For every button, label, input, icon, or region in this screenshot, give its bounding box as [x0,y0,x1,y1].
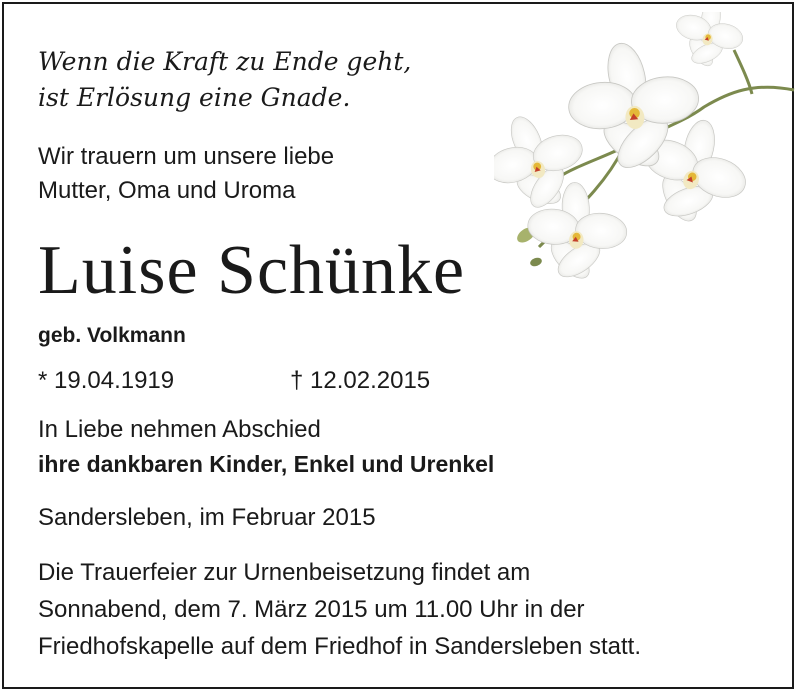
life-dates [38,369,430,393]
funeral-line-3: Friedhofskapelle auf dem Friedhof in Sandersleben statt. [38,633,642,660]
death-date: † 12.02.2015 [290,367,431,394]
place-date: Sandersleben, im Februar 2015 [38,504,376,531]
mourners: ihre dankbaren Kinder, Enkel und Urenkel [38,451,495,477]
intro-line-2: Mutter, Oma und Uroma [38,177,296,204]
orchid-illustration [494,12,799,282]
obituary-notice [2,2,794,689]
quote-line-1: Wenn die Kraft zu Ende geht, [38,47,412,76]
farewell-line: In Liebe nehmen Abschied [38,416,321,443]
funeral-line-2: Sonnabend, dem 7. März 2015 um 11.00 Uhr in der [38,596,585,623]
maiden-name: geb. Volkmann [38,324,186,347]
funeral-line-1: Die Trauerfeier zur Urnenbeisetzung findet am [38,559,531,586]
birth-date: * 19.04.1919 [38,367,175,394]
quote-line-2: ist Erlösung eine Gnade. [38,83,351,112]
deceased-name: Luise Schünke [38,232,466,309]
intro-line-1: Wir trauern um unsere liebe [38,143,335,170]
